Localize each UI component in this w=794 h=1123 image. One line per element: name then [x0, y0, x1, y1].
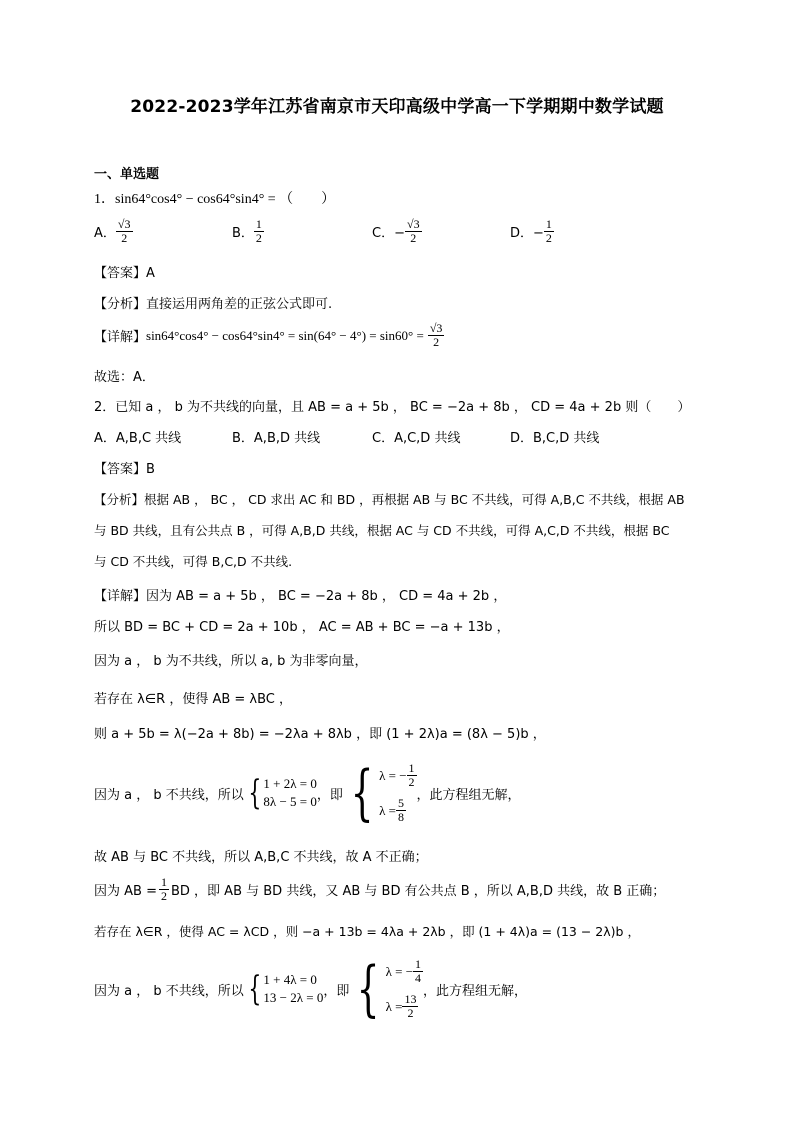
- q1-a-numerator: √3: [117, 217, 131, 231]
- detail-numerator: √3: [429, 321, 443, 335]
- numerator: 1: [415, 957, 422, 971]
- detail-denominator: 2: [433, 335, 440, 349]
- solution-lhs: λ = −: [379, 767, 407, 783]
- analysis-text: 根据 AB ， BC ， CD 求出 AC 和 BD ，再根据 AB 与 BC 不共线，可得 A,B,C 不共线，根据 AB: [144, 492, 685, 507]
- q1-option-b-fraction: [254, 218, 264, 245]
- solution-row: [379, 797, 416, 824]
- q1-option-d-fraction: [544, 218, 554, 245]
- equation: 1 + 2λ = 0: [263, 776, 317, 791]
- q1-option-d: [510, 218, 554, 245]
- system-1-lead: 因为 a ， b 不共线，所以: [94, 787, 244, 803]
- answer-value: B: [146, 462, 155, 477]
- q2-option-b: B．A,B,D 共线: [232, 431, 321, 446]
- q2-detail-line-2: 所以 BD = BC + CD = 2a + 10b ， AC = AB + BC = −a + 13b ，: [94, 620, 510, 635]
- system-2-solutions: [386, 958, 423, 1020]
- numerator: 5: [397, 796, 404, 810]
- numerator: 1: [408, 761, 415, 775]
- q2-system-2: [94, 954, 528, 1024]
- detail-fraction: [428, 322, 445, 349]
- solution-row: [386, 958, 423, 985]
- solution-fraction: [413, 958, 423, 985]
- q1-b-numerator: 1: [255, 217, 262, 231]
- left-brace-icon: {: [357, 954, 380, 1024]
- numerator: 1: [160, 875, 167, 889]
- q1-d-denominator: 2: [545, 231, 552, 245]
- q2-option-c: C．A,C,D 共线: [372, 431, 461, 446]
- q1-detail: [94, 322, 444, 349]
- denominator: 2: [407, 1006, 414, 1020]
- q1-option-b-label: B．: [232, 226, 254, 241]
- solution-fraction: [402, 993, 418, 1020]
- analysis-tag: 【分析】: [94, 297, 147, 312]
- q2-detail-line-7: 故 AB 与 BC 不共线，所以 A,B,C 不共线，故 A 不正确；: [94, 850, 428, 865]
- q2-analysis-line-2: 与 BD 共线，且有公共点 B ，可得 A,B,D 共线，根据 AC 与 CD 不共线，可得 A,C,D 不共线，根据 BC: [94, 523, 670, 538]
- q1-c-numerator: √3: [406, 217, 420, 231]
- q1-d-numerator: 1: [545, 217, 552, 231]
- q1-option-c-fraction: [405, 218, 422, 245]
- q1-option-a: [94, 218, 133, 245]
- question-1-stem: 1．sin64°cos4° − cos64°sin4° = （ ）: [94, 192, 336, 207]
- q2-detail-line-9: 若存在 λ∈R ，使得 AC = λCD ，则 −a + 13b = 4λa + 2λb ，即 (1 + 4λ)a = (13 − 2λ)b ，: [94, 924, 640, 939]
- system-1-tail: ，此方程组无解，: [416, 787, 521, 803]
- q1-option-a-label: A．: [94, 226, 116, 241]
- system-1-mid: ，即: [316, 787, 343, 803]
- q2-detail-line-1: [94, 585, 506, 604]
- detail-tag: 【详解】: [94, 330, 147, 345]
- q2-detail-line-5: 则 a + 5b = λ(−2a + 8b) = −2λa + 8λb ，即 (1 + 2λ)a = (8λ − 5)b ，: [94, 727, 546, 742]
- q1-b-denominator: 2: [255, 231, 262, 245]
- q2-detail-line-4: 若存在 λ∈R ，使得 AB = λBC ，: [94, 692, 293, 707]
- denominator: 8: [397, 810, 404, 824]
- system-1-equations: [263, 775, 316, 811]
- question-2-stem: 2．已知 a ， b 为不共线的向量，且 AB = a + 5b ， BC = −2a + 8b ， CD = 4a + 2b 则（ ）: [94, 400, 691, 415]
- q2-analysis-line-3: 与 CD 不共线，可得 B,C,D 不共线.: [94, 554, 293, 569]
- q1-c-denominator: 2: [410, 231, 417, 245]
- solution-row: [379, 762, 416, 789]
- line-8-tail: BD ，即 AB 与 BD 共线，又 AB 与 BD 有公共点 B ，所以 A,B,D 共线，故 B 正确；: [170, 884, 666, 899]
- denominator: 4: [415, 971, 422, 985]
- solution-lhs: λ = −: [385, 963, 414, 979]
- q2-option-a: A．A,B,C 共线: [94, 431, 182, 446]
- equation: 13 − 2λ = 0: [263, 990, 324, 1005]
- equation: 8λ − 5 = 0: [263, 794, 317, 809]
- denominator: 2: [160, 889, 167, 903]
- q1-option-c: [372, 218, 422, 245]
- q2-answer: [94, 458, 155, 477]
- analysis-tag: 【分析】: [94, 492, 145, 507]
- q2-option-d: D．B,C,D 共线: [510, 431, 600, 446]
- left-brace-icon: {: [248, 773, 262, 813]
- system-2-mid: ，即: [323, 983, 350, 999]
- q2-system-1: [94, 758, 521, 828]
- numerator: 13: [404, 992, 417, 1006]
- q1-option-d-label: D．−: [510, 226, 544, 241]
- line-8-lead: 因为 AB =: [94, 884, 157, 899]
- page-title: 2022-2023学年江苏省南京市天印高级中学高一下学期期中数学试题: [130, 97, 664, 117]
- left-brace-icon: {: [248, 969, 262, 1009]
- system-1-solutions: [379, 762, 416, 824]
- answer-tag: 【答案】: [94, 462, 147, 477]
- answer-value: A: [146, 266, 155, 281]
- solution-fraction: [407, 762, 417, 789]
- solution-lhs: λ =: [385, 998, 403, 1014]
- section-heading: 一、单选题: [94, 167, 160, 182]
- q2-detail-line-3: 因为 a ， b 为不共线，所以 a, b 为非零向量，: [94, 654, 368, 669]
- line-8-fraction: [159, 876, 169, 903]
- q1-option-b: [232, 218, 264, 245]
- denominator: 2: [408, 775, 415, 789]
- system-2-lead: 因为 a ， b 不共线，所以: [94, 983, 244, 999]
- q1-analysis: [94, 293, 332, 312]
- system-2-equations: [263, 971, 323, 1007]
- equation: 1 + 4λ = 0: [263, 972, 317, 987]
- analysis-text: 直接运用两角差的正弦公式即可.: [146, 297, 333, 312]
- answer-tag: 【答案】: [94, 266, 147, 281]
- solution-fraction: [396, 797, 406, 824]
- q2-detail-line-8: [94, 876, 665, 903]
- detail-text: sin64°cos4° − cos64°sin4° = sin(64° − 4°) = sin60° =: [146, 327, 424, 343]
- q1-answer: [94, 262, 155, 281]
- q1-option-a-fraction: [116, 218, 133, 245]
- q1-choose: 故选：A．: [94, 370, 155, 385]
- detail-text: 因为 AB = a + 5b ， BC = −2a + 8b ， CD = 4a + 2b ，: [146, 589, 507, 604]
- system-2-tail: ，此方程组无解，: [423, 983, 528, 999]
- solution-row: [386, 993, 423, 1020]
- left-brace-icon: {: [350, 758, 374, 828]
- q1-option-c-label: C．−: [372, 226, 405, 241]
- solution-lhs: λ =: [379, 802, 396, 818]
- detail-tag: 【详解】: [94, 589, 147, 604]
- q1-a-denominator: 2: [121, 231, 128, 245]
- q2-analysis-line-1: [94, 490, 685, 508]
